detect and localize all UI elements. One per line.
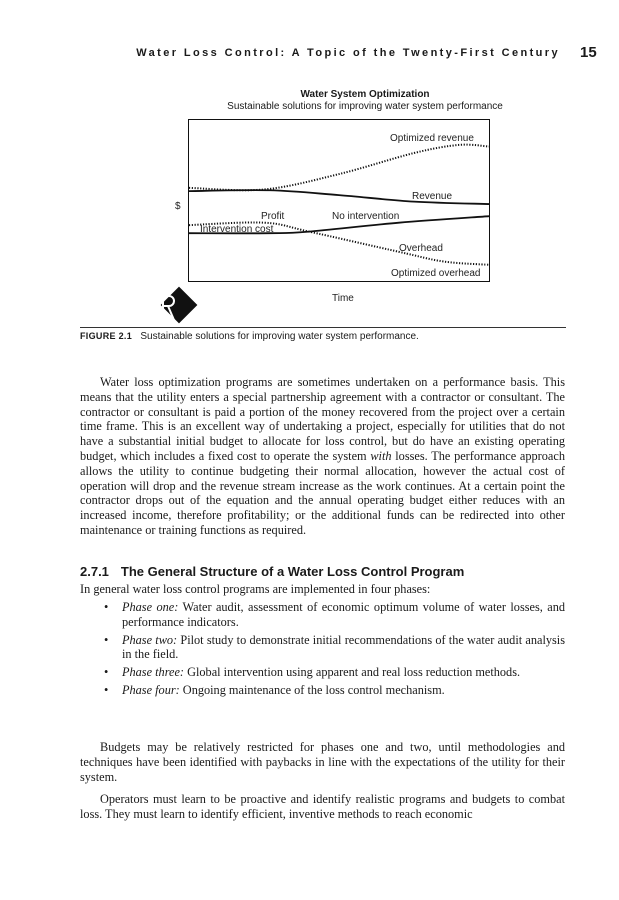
section-number: 2.7.1 <box>80 564 109 579</box>
text: losses. The performance approach allows the utility to continue budgeting their normal allocation, however the actual cost of operation will drop and the revenue stream increase as the work continues. At a certain point the contractor drops out of the equation and the annual operating budget either reduces with an increased income, therefore profitability; or the additional funds can be redirected into other maintenance or training functions as required. <box>80 448 565 537</box>
page-number: 15 <box>580 44 597 61</box>
series-line-optimized-revenue <box>189 145 489 191</box>
caption-rule <box>80 327 566 328</box>
chart-subtitle: Sustainable solutions for improving water system performance <box>227 101 503 112</box>
y-axis-label: $ <box>175 201 181 212</box>
text: Water loss optimization programs are sometimes undertaken on a performance basis. This means that the utility enters a special partnership agreement with a contractor or consultant. The contractor or consultant is paid a portion of the money recovered from the project over a certain time frame. This is an excellent way of undertaking a project, especially for utilities that do not have a substantial initial budget to allocate for loss control, but do have an existing operating budget, which includes a fixed cost to operate the system <box>80 375 565 463</box>
annotation-profit: Profit <box>261 211 285 222</box>
paragraph-operators: Operators must learn to be proactive and identify realistic programs and budgets to combat loss. They must learn to identify efficient, inventive methods to reach economic <box>80 792 565 821</box>
chart-title: Water System Optimization <box>300 89 430 100</box>
caption-text: Sustainable solutions for improving water system performance. <box>140 331 419 342</box>
running-header: Water Loss Control: A Topic of the Twenty-First Century <box>136 47 560 59</box>
phase-text: Water audit, assessment of economic optimum volume of water losses, and performance indicators. <box>122 600 565 629</box>
annotation-revenue: Revenue <box>412 191 453 202</box>
list-item <box>94 633 565 663</box>
phase-label: Phase three: <box>122 665 185 680</box>
annotation-optimized-revenue: Optimized revenue <box>390 133 474 144</box>
annotation-no-intervention: No intervention <box>332 211 400 222</box>
annotation-intervention-cost: Intervention cost <box>200 224 274 235</box>
figure-caption <box>80 331 419 342</box>
phase-text: Global intervention using apparent and real loss reduction methods. <box>184 665 521 680</box>
section-heading <box>80 564 464 579</box>
phase-text: Ongoing maintenance of the loss control mechanism. <box>179 682 445 697</box>
phase-label: Phase two: <box>122 632 178 647</box>
phase-label: Phase one: <box>122 600 179 614</box>
phase-label: Phase four: <box>122 682 180 697</box>
x-axis-label: Time <box>332 293 354 304</box>
list-item <box>94 600 565 630</box>
publisher-logo <box>161 287 198 324</box>
phase-text: Pilot study to demonstrate initial recommendations of the water audit analysis in the field. <box>122 632 565 662</box>
paragraph-performance-basis <box>80 375 565 538</box>
annotation-optimized-overhead: Optimized overhead <box>391 268 481 279</box>
chart <box>0 0 619 330</box>
figure-label: FIGURE 2.1 <box>80 331 133 341</box>
annotation-overhead: Overhead <box>399 243 443 254</box>
section-title: The General Structure of a Water Loss Control Program <box>120 564 465 579</box>
paragraph-budgets: Budgets may be relatively restricted for phases one and two, until methodologies and techniques have been identified with paybacks in line with the expectations of the utility for their system. <box>80 740 565 784</box>
emphasis: with <box>370 448 392 463</box>
section-intro: In general water loss control programs are implemented in four phases: <box>80 582 431 596</box>
list-item <box>94 683 565 698</box>
list-item <box>94 665 565 680</box>
phase-list <box>80 600 565 701</box>
